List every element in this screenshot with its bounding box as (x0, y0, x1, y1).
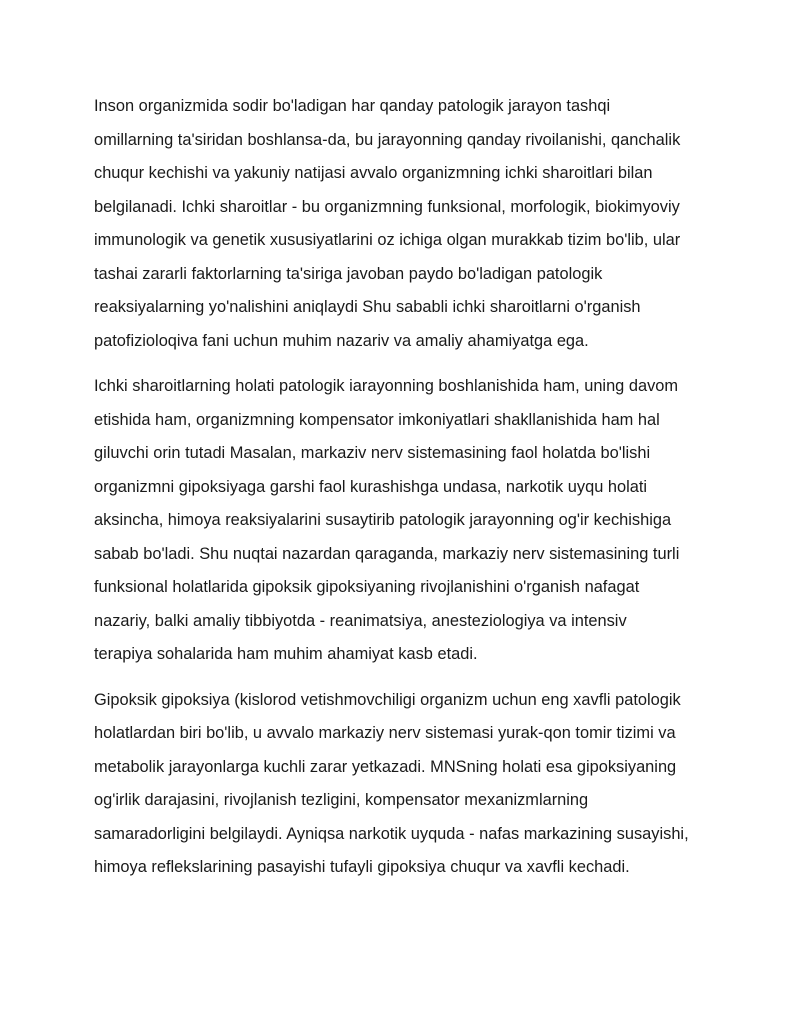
paragraph-1 (94, 90, 706, 358)
text-line: giluvchi orin tutadi Masalan, markaziv nerv sistemasining faol holatda bo'lishi (94, 444, 651, 462)
text-line: samaradorligini belgilaydi. Ayniqsa narkotik uyquda - nafas markazining susayishi, (94, 824, 689, 843)
text-line: Ichki sharoitlarning holati patologik iarayonning boshlanishida ham, uning davom (94, 377, 679, 395)
text-line: funksional holatlarida gipoksik gipoksiyaning rivojlanishini o'rganish nafagat (94, 578, 640, 596)
text-line: immunologik va genetik xususiyatlarini oz ichiga olgan murakkab tizim bo'lib, ular (94, 231, 681, 249)
paragraph-2 (94, 370, 706, 672)
text-line: metabolik jarayonlarga kuchli zarar yetkazadi. MNSning holati esa gipoksiyaning (94, 757, 677, 776)
text-line: Inson organizmida sodir bo'ladigan har qanday patologik jarayon tashqi (94, 97, 611, 115)
text-line: belgilanadi. Ichki sharoitlar - bu organizmning funksional, morfologik, biokimyoviy (94, 197, 680, 216)
text-line: aksincha, himoya reaksiyalarini susaytirib patologik jarayonning og'ir kechishiga (94, 511, 672, 529)
text-line: terapiya sohalarida ham muhim ahamiyat kasb etadi. (94, 645, 478, 663)
document-body (94, 90, 706, 897)
text-line: tashai zararli faktorlarning ta'siriga javoban paydo bo'ladigan patologik (94, 264, 603, 283)
text-line: omillarning ta'siridan boshlansa-da, bu jarayonning qanday rivoilanishi, qanchalik (94, 130, 681, 149)
text-line: patofizioloqiva fani uchun muhim nazariv va amaliy ahamiyatga ega. (94, 331, 589, 350)
text-line: himoya reflekslarining pasayishi tufayli gipoksiya chuqur va xavfli kechadi. (94, 858, 630, 876)
text-line: og'irlik darajasini, rivojlanish tezligini, kompensator mexanizmlarning (94, 791, 589, 809)
text-line: sabab bo'ladi. Shu nuqtai nazardan qaraganda, markaziy nerv sistemasining turli (94, 544, 680, 563)
paragraph-3 (94, 684, 706, 885)
text-line: nazariy, balki amaliy tibbiyotda - reanimatsiya, anesteziologiya va intensiv (94, 611, 627, 630)
text-line: Gipoksik gipoksiya (kislorod vetishmovchiligi organizm uchun eng xavfli patologik (94, 690, 681, 709)
text-line: chuqur kechishi va yakuniy natijasi avvalo organizmning ichki sharoitlari bilan (94, 164, 653, 182)
text-line: organizmni gipoksiyaga garshi faol kurashishga undasa, narkotik uyqu holati (94, 477, 648, 496)
text-line: etishida ham, organizmning kompensator imkoniyatlari shakllanishida ham hal (94, 410, 660, 429)
text-line: reaksiyalarning yo'nalishini aniqlaydi Shu sababli ichki sharoitlarni o'rganish (94, 298, 641, 316)
text-line: holatlardan biri bo'lib, u avvalo markaziy nerv sistemasi yurak-qon tomir tizimi va (94, 724, 676, 742)
